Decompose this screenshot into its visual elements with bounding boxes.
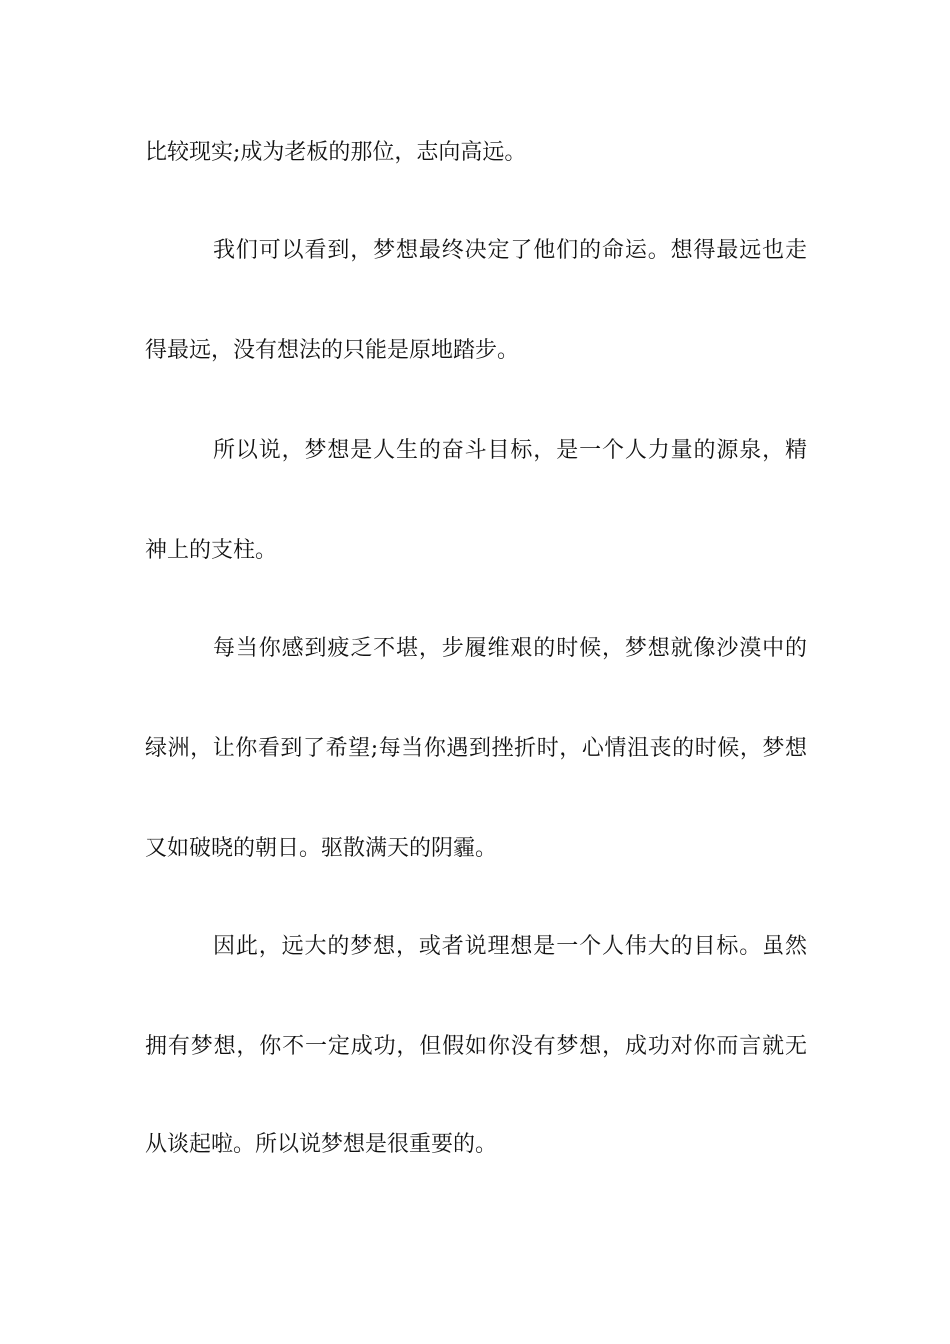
text-line-4: 所以说，梦想是人生的奋斗目标，是一个人力量的源泉，精 bbox=[213, 438, 807, 463]
text-line-6: 每当你感到疲乏不堪，步履维艰的时候，梦想就像沙漠中的 bbox=[213, 636, 807, 661]
text-line-11: 从谈起啦。所以说梦想是很重要的。 bbox=[145, 1132, 498, 1157]
text-line-9: 因此，远大的梦想，或者说理想是一个人伟大的目标。虽然 bbox=[213, 934, 807, 959]
text-line-10: 拥有梦想，你不一定成功，但假如你没有梦想，成功对你而言就无 bbox=[145, 1034, 807, 1059]
text-line-7: 绿洲，让你看到了希望;每当你遇到挫折时，心情沮丧的时候，梦想 bbox=[145, 736, 807, 761]
text-line-8: 又如破晓的朝日。驱散满天的阴霾。 bbox=[145, 836, 498, 861]
text-line-3: 得最远，没有想法的只能是原地踏步。 bbox=[145, 338, 520, 363]
text-line-1: 比较现实;成为老板的那位，志向高远。 bbox=[145, 140, 527, 165]
text-line-2: 我们可以看到，梦想最终决定了他们的命运。想得最远也走 bbox=[213, 238, 807, 263]
text-line-5: 神上的支柱。 bbox=[145, 538, 278, 563]
